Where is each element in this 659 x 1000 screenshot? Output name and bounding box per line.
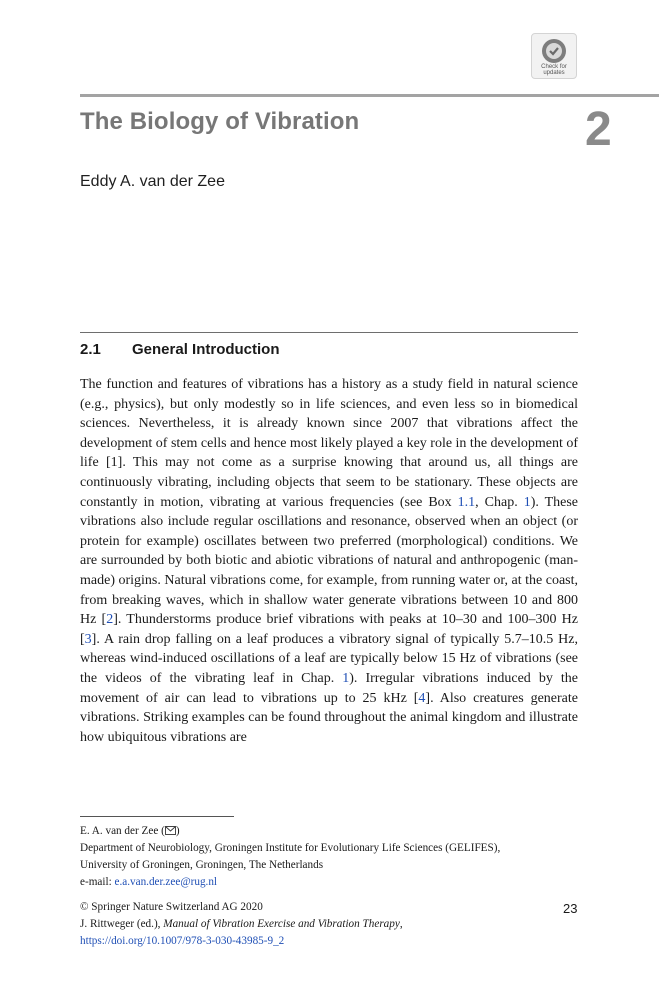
reference-link[interactable]: 4 bbox=[418, 690, 426, 706]
citation-suffix: , bbox=[399, 918, 403, 930]
section-title: General Introduction bbox=[132, 341, 280, 358]
body-text-segment: ]. A rain drop falling on a leaf produces a vibratory signal of typically 5.7–10.5 Hz, whereas wind-induced oscillations of a leaf are typically below 15 Hz of vibrations (see the videos of the vibrating leaf in Chap. bbox=[80, 631, 578, 686]
footnote-author-name: E. A. van der Zee bbox=[80, 825, 159, 837]
footnote-author-line: E. A. van der Zee ( ) bbox=[80, 825, 180, 837]
citation-prefix: J. Rittweger (ed.), bbox=[80, 918, 164, 930]
reference-link[interactable]: 2 bbox=[106, 612, 114, 628]
body-text-segment: The function and features of vibrations has a history as a study field in natural science (e.g., physics), but only modestly so in life sciences, and even less so in biomedical sciences. Nevertheless, it is already known since 2007 that vibrations affect the development of stem cells and hence most likely played a key role in the development of life [1]. This may not come as a surprise knowing that around us, all things are continuously vibrating, including objects that seem to be stationary. These objects are constantly in motion, vibrating at various frequencies (see Box bbox=[80, 377, 579, 510]
body-text-segment: ). Irregular vibrations induced by the movement of air can lead to vibrations up to 25 kHz [ bbox=[80, 670, 578, 706]
chapter-top-rule bbox=[80, 94, 659, 97]
section-number: 2.1 bbox=[80, 341, 101, 358]
badge-line-1: Check for bbox=[541, 64, 567, 70]
body-text-segment: , Chap. bbox=[475, 494, 524, 510]
check-for-updates-badge[interactable] bbox=[531, 33, 577, 79]
doi-link[interactable]: https://doi.org/10.1007/978-3-030-43985-9_2 bbox=[80, 935, 285, 947]
body-text-segment: ). These vibrations also include regular oscillations and resonance, observed when an object (or protein for example) oscillates between two preferred (morphological) conditions. We are surrounded by both biotic and abiotic vibrations of natural and anthropogenic (man-made) origins. Natural vibrations come, for example, from running water or, at the coast, from breaking waves, which in shallow water generate vibrations between 10 and 800 Hz [ bbox=[80, 494, 579, 628]
chapter-number: 2 bbox=[585, 103, 612, 156]
check-updates-icon bbox=[541, 38, 567, 64]
footnote-rule bbox=[80, 816, 234, 817]
footnote-affiliation-1: Department of Neurobiology, Groningen Institute for Evolutionary Life Sciences (GELIFES), bbox=[80, 842, 501, 854]
email-link[interactable]: e.a.van.der.zee@rug.nl bbox=[114, 876, 218, 888]
body-text-segment: ]. Thunderstorms produce brief vibrations with peaks at 10–30 and 100–300 Hz [ bbox=[80, 612, 578, 647]
footnote-email-line bbox=[80, 874, 580, 891]
chapter-author: Eddy A. van der Zee bbox=[80, 173, 225, 190]
reference-link[interactable]: 3 bbox=[84, 631, 92, 647]
section-rule bbox=[80, 332, 578, 333]
book-title: Manual of Vibration Exercise and Vibration Therapy bbox=[163, 918, 400, 930]
section-heading bbox=[80, 341, 280, 358]
page-number: 23 bbox=[563, 901, 578, 916]
badge-line-2: updates bbox=[543, 70, 565, 76]
email-label: e-mail: bbox=[80, 876, 115, 888]
copyright-line: © Springer Nature Switzerland AG 2020 bbox=[80, 901, 263, 913]
envelope-icon bbox=[165, 826, 176, 835]
chapter-link[interactable]: 1 bbox=[523, 494, 531, 510]
chapter-title: The Biology of Vibration bbox=[80, 108, 360, 135]
chapter-link[interactable]: 1 bbox=[342, 670, 350, 686]
body-text-segment: ]. Also creatures generate vibrations. Striking examples can be found throughout the animal kingdom and illustrate how ubiquitous vibrations are bbox=[80, 690, 578, 745]
footnote-affiliation-2: University of Groningen, Groningen, The Netherlands bbox=[80, 859, 324, 871]
author-footnote bbox=[80, 823, 580, 950]
doi-line bbox=[80, 933, 580, 950]
citation-line bbox=[80, 916, 580, 933]
box-link[interactable]: 1.1 bbox=[457, 494, 476, 510]
body-paragraph bbox=[80, 375, 578, 747]
